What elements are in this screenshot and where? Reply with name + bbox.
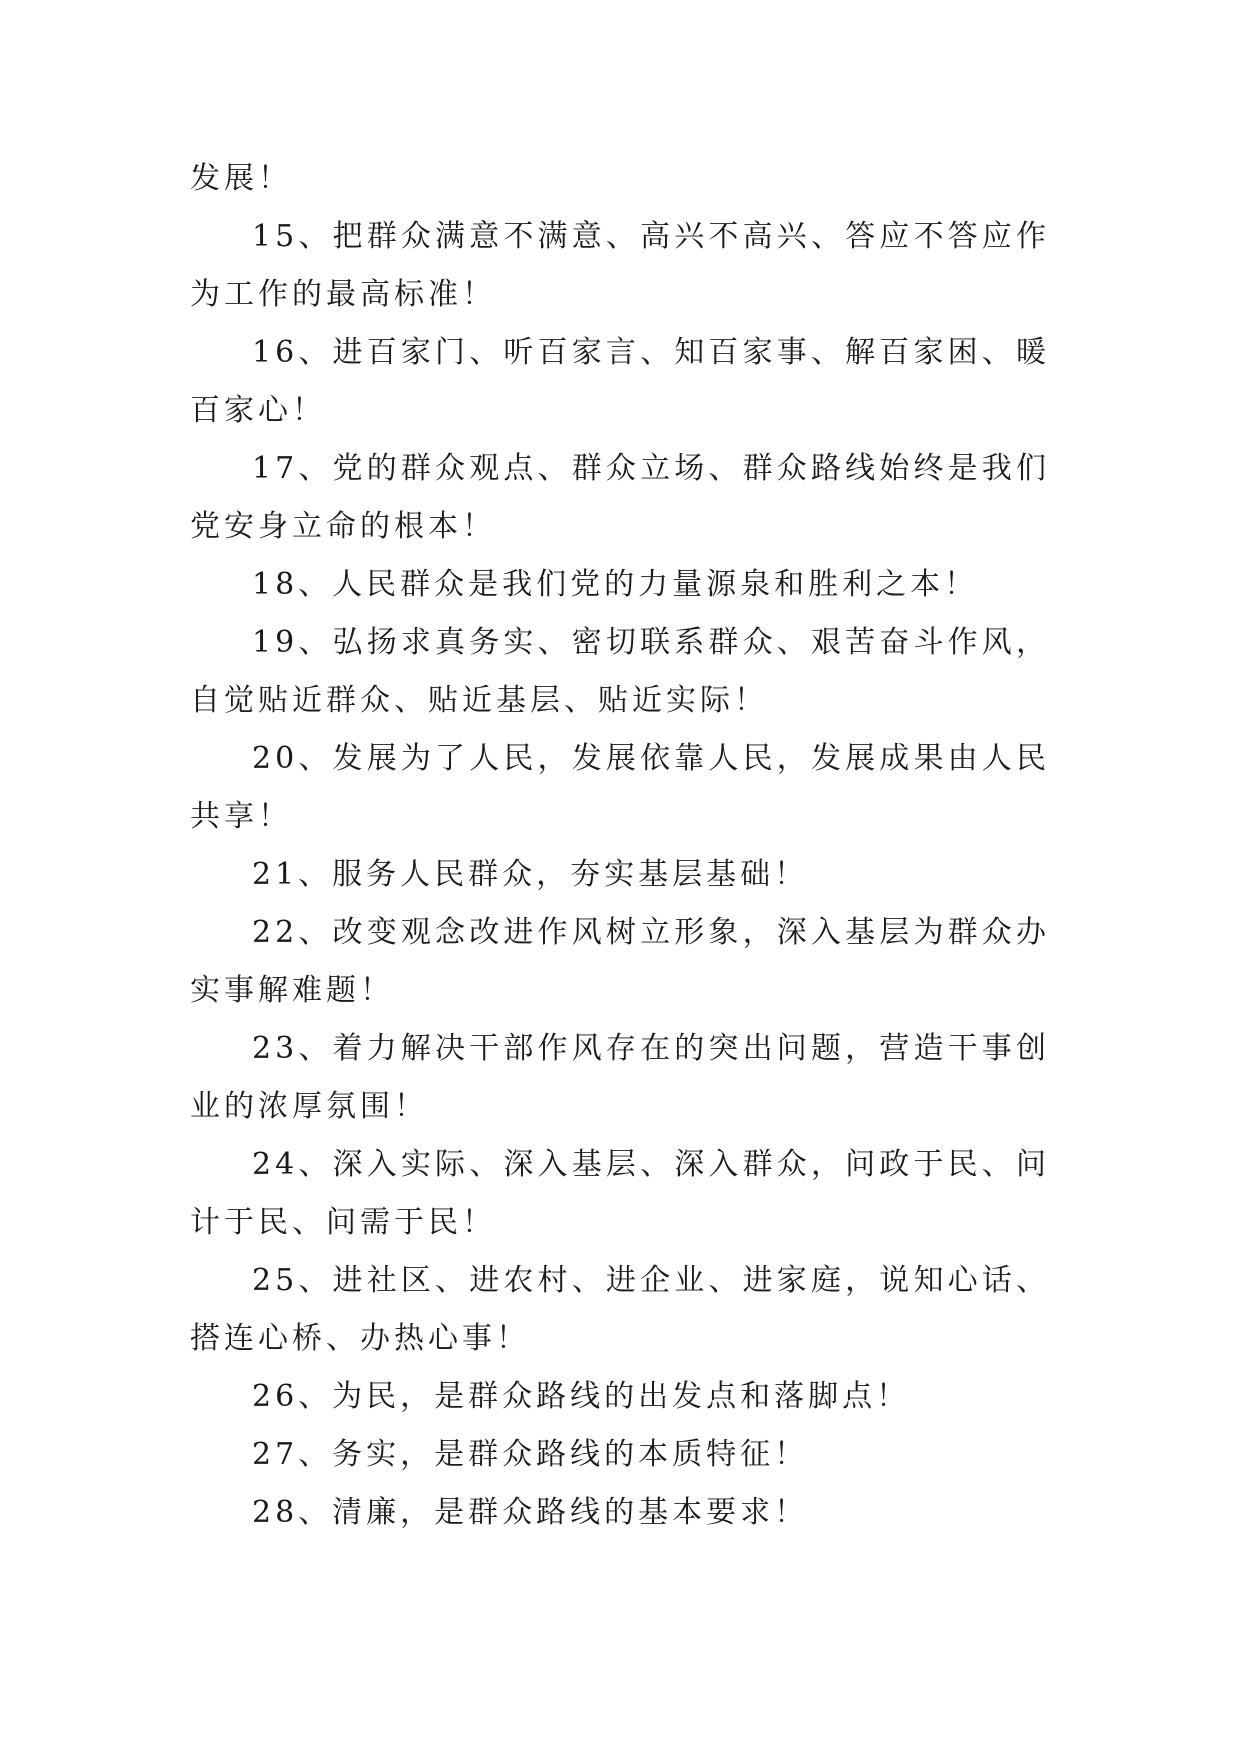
paragraph-item-28: 28、清廉，是群众路线的基本要求！ — [252, 1495, 809, 1530]
paragraph-item-24: 24、深入实际、深入基层、深入群众，问政于民、问计于民、问需于民！ — [190, 1147, 1050, 1240]
paragraph-item-17: 17、党的群众观点、群众立场、群众路线始终是我们党安身立命的根本！ — [190, 451, 1050, 544]
paragraph-item-27: 27、务实，是群众路线的本质特征！ — [252, 1437, 809, 1472]
document-body — [190, 150, 1050, 1542]
paragraph-item-25: 25、进社区、进农村、进企业、进家庭，说知心话、搭连心桥、办热心事！ — [190, 1263, 1050, 1356]
paragraph-continuation: 发展！ — [190, 161, 292, 196]
paragraph-item-18: 18、人民群众是我们党的力量源泉和胜利之本！ — [252, 567, 979, 602]
paragraph-item-20: 20、发展为了人民，发展依靠人民，发展成果由人民共享！ — [190, 741, 1050, 834]
paragraph-item-26: 26、为民，是群众路线的出发点和落脚点！ — [252, 1379, 911, 1414]
paragraph-item-16: 16、进百家门、听百家言、知百家事、解百家困、暖百家心！ — [190, 335, 1050, 428]
paragraph-item-22: 22、改变观念改进作风树立形象，深入基层为群众办实事解难题！ — [190, 915, 1050, 1008]
paragraph-item-23: 23、着力解决干部作风存在的突出问题，营造干事创业的浓厚氛围！ — [190, 1031, 1050, 1124]
paragraph-item-15: 15、把群众满意不满意、高兴不高兴、答应不答应作为工作的最高标准！ — [190, 219, 1050, 312]
paragraph-item-19: 19、弘扬求真务实、密切联系群众、艰苦奋斗作风，自觉贴近群众、贴近基层、贴近实际！ — [190, 625, 1050, 718]
paragraph-item-21: 21、服务人民群众，夯实基层基础！ — [252, 857, 809, 892]
